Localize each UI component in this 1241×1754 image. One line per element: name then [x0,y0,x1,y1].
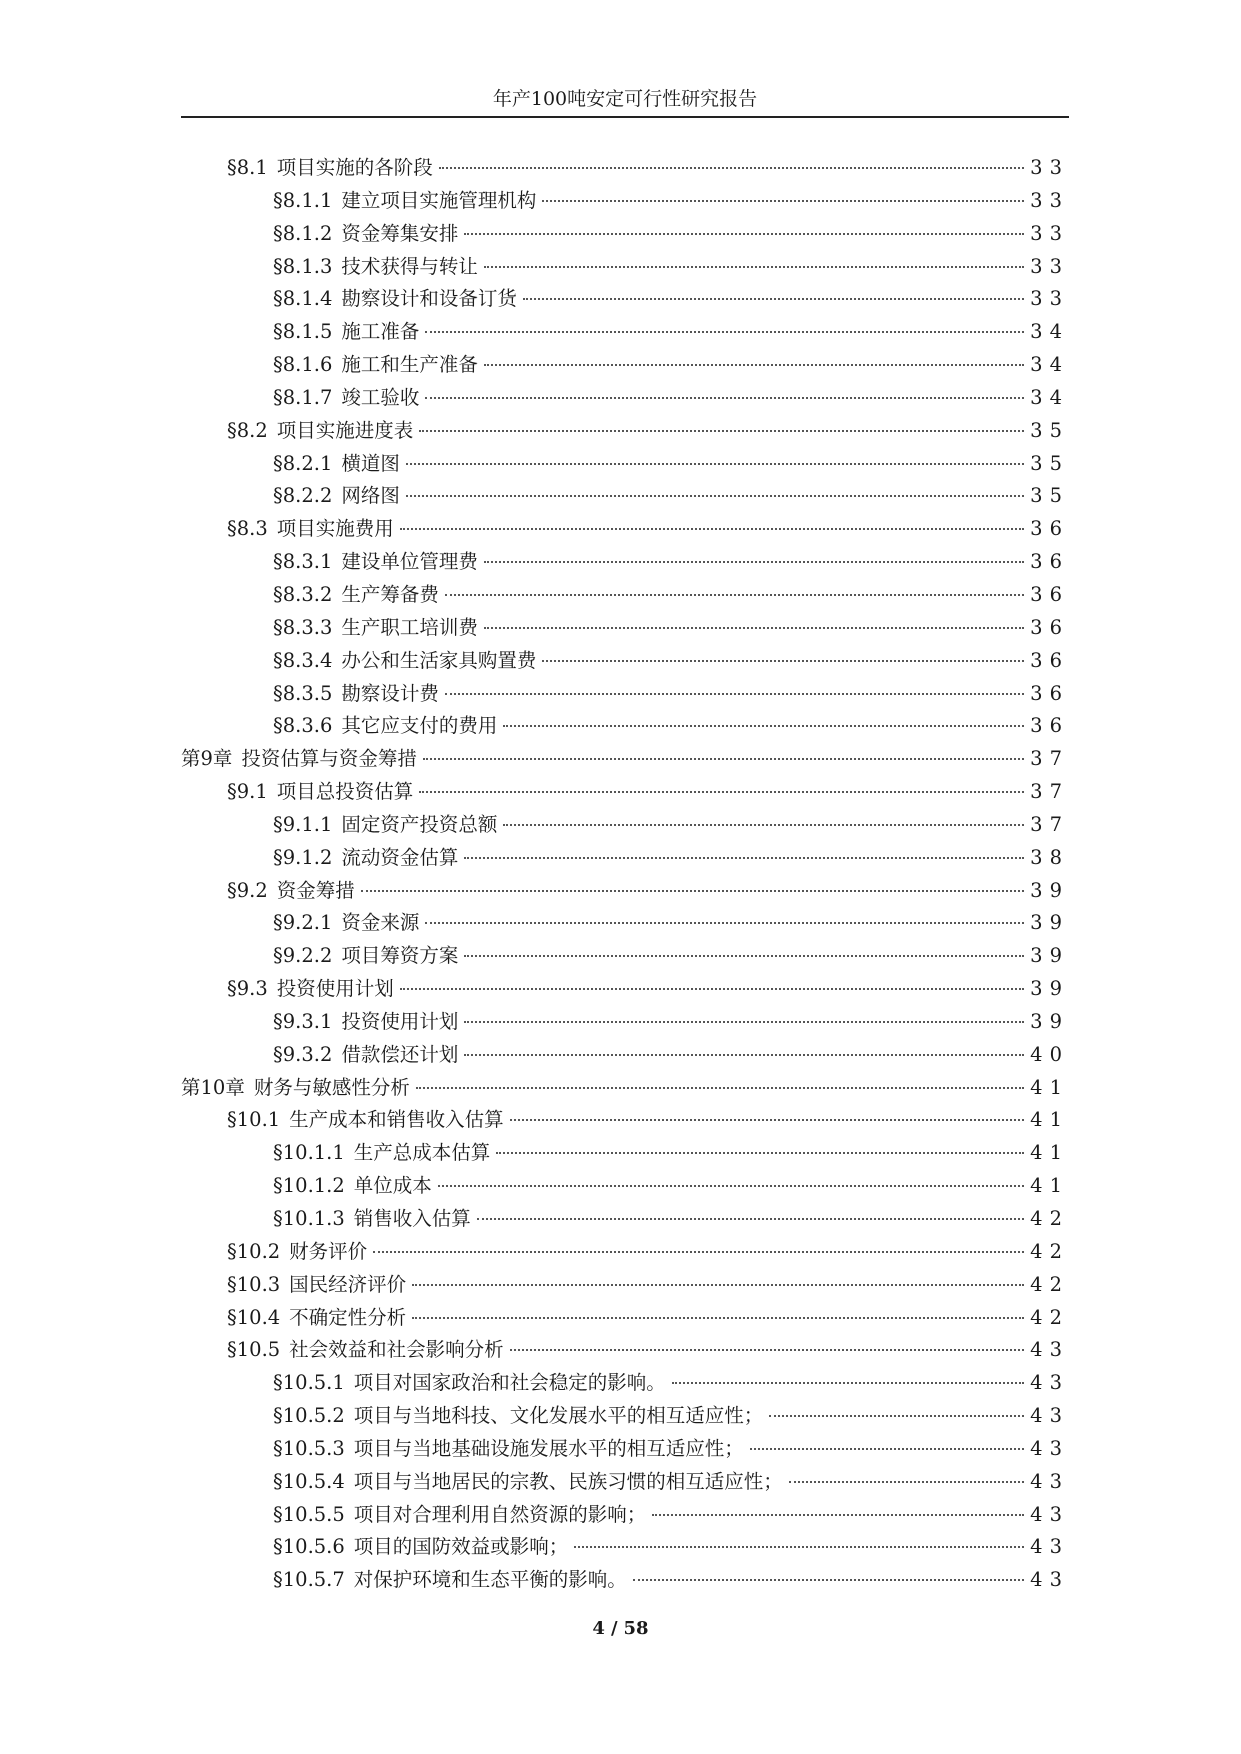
toc-entry[interactable] [181,1302,1069,1335]
toc-entry-title: 建立项目实施管理机构 [341,188,537,212]
toc-dot-leader [400,528,1024,530]
toc-entry[interactable] [181,546,1069,579]
toc-entry-number: §10.5.3 [273,1436,345,1460]
toc-entry-number: §9.3.1 [273,1009,333,1033]
toc-entry-title: 项目的国防效益或影响； [353,1535,569,1559]
toc-entry-title: 销售收入估算 [353,1207,471,1230]
toc-entry[interactable] [181,1236,1069,1269]
toc-entry-page: 33 [1030,188,1069,212]
toc-entry-title: 资金来源 [341,911,420,935]
toc-entry-title: 财务评价 [289,1239,368,1263]
toc-entry-title: 资金筹措 [276,878,355,902]
toc-entry-title: 资金筹集安排 [341,221,459,245]
toc-entry-title: 横道图 [341,451,400,475]
toc-entry-title: 办公和生活家具购置费 [341,648,537,672]
toc-dot-leader [464,233,1024,235]
toc-entry-page: 41 [1030,1108,1069,1132]
toc-entry-number: §10.3 [227,1272,281,1296]
toc-entry-title: 项目实施的各阶段 [276,156,433,179]
toc-dot-leader [542,200,1024,202]
toc-entry-title: 生产筹备费 [341,582,439,606]
toc-entry-page: 33 [1030,254,1069,278]
toc-entry[interactable] [181,415,1069,448]
toc-entry-number: §10.5.5 [273,1502,345,1526]
toc-entry-title: 社会效益和社会影响分析 [289,1338,504,1362]
toc-entry[interactable] [181,579,1069,612]
toc-dot-leader [510,1349,1024,1351]
toc-entry-title: 流动资金估算 [341,845,459,869]
toc-entry-title: 勘察设计费 [341,681,439,705]
toc-entry-number: §10.5.7 [273,1568,345,1592]
header-rule [181,116,1069,118]
toc-entry-title: 项目筹资方案 [341,944,459,968]
toc-entry-title: 单位成本 [353,1174,432,1198]
toc-entry-title: 施工和生产准备 [341,353,478,377]
toc-entry-page: 39 [1030,944,1069,968]
toc-entry-title: 投资使用计划 [341,1009,459,1033]
toc-entry[interactable] [181,1203,1069,1236]
toc-entry-number: §8.3.2 [273,582,333,606]
page-header [181,86,1069,112]
toc-entry-title: 项目对国家政治和社会稳定的影响。 [353,1371,666,1395]
toc-entry-title: 借款偿还计划 [341,1042,459,1066]
toc-entry-page: 36 [1030,615,1069,639]
toc-entry-title: 其它应支付的费用 [341,714,498,738]
toc-entry-number: §8.1.6 [273,353,333,377]
toc-entry-title: 施工准备 [341,320,420,344]
toc-entry-title: 项目与当地居民的宗教、民族习惯的相互适应性； [353,1469,783,1493]
toc-dot-leader [464,1021,1024,1023]
toc-entry-page: 36 [1030,550,1069,574]
document-title: 年产100吨安定可行性研究报告 [492,88,758,110]
toc-entry[interactable] [181,1039,1069,1072]
page-footer [0,1618,1241,1639]
toc-entry-page: 41 [1030,1075,1069,1099]
toc-entry[interactable] [181,1072,1069,1105]
toc-entry[interactable] [181,152,1069,185]
toc-entry-number: §9.2.2 [273,944,333,968]
toc-entry-page: 37 [1030,780,1069,804]
toc-entry-page: 43 [1030,1404,1069,1428]
toc-entry-number: §10.5.4 [273,1469,345,1493]
toc-entry-page: 39 [1030,911,1069,935]
toc-dot-leader [464,1054,1024,1056]
toc-dot-leader [406,495,1024,497]
toc-entry[interactable] [181,907,1069,940]
toc-dot-leader [477,1218,1024,1220]
toc-entry-title: 技术获得与转让 [341,254,478,278]
toc-entry-page: 41 [1030,1174,1069,1198]
toc-dot-leader [789,1481,1024,1483]
toc-entry-number: §8.1.5 [273,320,333,344]
toc-entry-number: §8.3 [227,517,268,541]
toc-entry-page: 39 [1030,1009,1069,1033]
toc-dot-leader [412,1284,1024,1286]
toc-entry[interactable] [181,973,1069,1006]
toc-entry-page: 42 [1030,1272,1069,1296]
current-page-number: 4 [592,1618,605,1639]
toc-entry-number: §10.5.1 [273,1371,345,1395]
toc-entry[interactable] [181,809,1069,842]
toc-entry-number: §8.3.5 [273,681,333,705]
toc-entry[interactable] [181,1433,1069,1466]
toc-entry-title: 项目与当地基础设施发展水平的相互适应性； [353,1436,744,1460]
toc-dot-leader [464,955,1024,957]
toc-entry[interactable] [181,185,1069,218]
toc-entry-title: 投资使用计划 [276,977,394,1001]
toc-entry-page: 42 [1030,1207,1069,1230]
toc-entry-number: §8.1.4 [273,287,333,311]
toc-dot-leader [750,1448,1024,1450]
toc-dot-leader [484,627,1024,629]
toc-entry-number: §10.1 [227,1108,281,1132]
toc-dot-leader [445,594,1024,596]
toc-entry[interactable] [181,1367,1069,1400]
toc-entry-number: §8.3.1 [273,550,333,574]
toc-dot-leader [419,430,1024,432]
toc-entry-page: 38 [1030,845,1069,869]
toc-entry-page: 33 [1030,287,1069,311]
toc-entry-number: §10.5.6 [273,1535,345,1559]
toc-entry-page: 43 [1030,1371,1069,1395]
toc-dot-leader [425,922,1024,924]
toc-dot-leader [542,660,1024,662]
toc-entry-number: §10.4 [227,1305,281,1329]
toc-entry[interactable] [181,1564,1069,1597]
toc-entry-number: §9.1.2 [273,845,333,869]
toc-entry-title: 不确定性分析 [289,1305,407,1329]
toc-entry[interactable] [181,513,1069,546]
toc-dot-leader [423,758,1024,760]
toc-entry-title: 勘察设计和设备订货 [341,287,517,311]
toc-entry-number: §9.2 [227,878,268,902]
toc-entry[interactable] [181,1334,1069,1367]
toc-entry-title: 建设单位管理费 [341,550,478,574]
toc-entry-page: 37 [1030,747,1069,771]
toc-entry-page: 43 [1030,1502,1069,1526]
toc-entry-page: 36 [1030,517,1069,541]
toc-entry-page: 36 [1030,648,1069,672]
toc-entry-page: 34 [1030,385,1069,409]
toc-entry-number: §9.2.1 [273,911,333,935]
toc-dot-leader [510,1119,1024,1121]
toc-dot-leader [484,561,1024,563]
toc-entry-title: 项目对合理利用自然资源的影响； [353,1502,647,1526]
toc-entry[interactable] [181,448,1069,481]
toc-entry[interactable] [181,645,1069,678]
toc-entry-number: §10.1.3 [273,1207,345,1230]
toc-entry-page: 35 [1030,418,1069,442]
toc-entry[interactable] [181,678,1069,711]
toc-dot-leader [416,1087,1024,1089]
toc-entry-page: 43 [1030,1338,1069,1362]
toc-dot-leader [361,890,1024,892]
toc-entry-page: 33 [1030,156,1069,179]
toc-dot-leader [464,857,1024,859]
toc-dot-leader [769,1415,1024,1417]
toc-entry-number: §10.2 [227,1239,281,1263]
toc-entry-number: §9.3 [227,977,268,1001]
toc-dot-leader [523,298,1024,300]
toc-entry-title: 项目与当地科技、文化发展水平的相互适应性； [353,1404,764,1428]
toc-entry-number: 第10章 [181,1075,245,1099]
toc-entry[interactable] [181,349,1069,382]
toc-entry[interactable] [181,218,1069,251]
toc-entry-number: §8.3.6 [273,714,333,738]
toc-entry-number: §8.1.1 [273,188,333,212]
toc-entry-title: 网络图 [341,484,400,508]
toc-entry-page: 40 [1030,1042,1069,1066]
toc-dot-leader [400,988,1024,990]
toc-dot-leader [652,1514,1024,1516]
toc-entry-title: 财务与敏感性分析 [253,1075,410,1099]
toc-entry-title: 生产职工培训费 [341,615,478,639]
toc-entry[interactable] [181,480,1069,513]
toc-entry[interactable] [181,1269,1069,1302]
toc-entry[interactable] [181,1137,1069,1170]
toc-entry-number: §8.2 [227,418,268,442]
page-separator: / [610,1618,618,1639]
toc-entry[interactable] [181,612,1069,645]
toc-entry[interactable] [181,743,1069,776]
toc-entry[interactable] [181,251,1069,284]
toc-entry-page: 36 [1030,681,1069,705]
toc-entry[interactable] [181,1466,1069,1499]
toc-entry-number: §8.3.4 [273,648,333,672]
toc-entry-number: §10.5 [227,1338,281,1362]
toc-entry-number: §8.1.3 [273,254,333,278]
toc-entry-page: 33 [1030,221,1069,245]
toc-dot-leader [425,397,1024,399]
toc-entry-page: 42 [1030,1239,1069,1263]
toc-dot-leader [438,1185,1024,1187]
toc-entry[interactable] [181,1170,1069,1203]
toc-entry-number: §8.2.1 [273,451,333,475]
toc-entry[interactable] [181,842,1069,875]
toc-dot-leader [419,791,1024,793]
toc-entry-page: 43 [1030,1469,1069,1493]
toc-dot-leader [412,1317,1024,1319]
toc-entry-number: 第9章 [181,747,233,771]
toc-dot-leader [503,824,1024,826]
toc-entry-page: 34 [1030,320,1069,344]
toc-dot-leader [672,1382,1024,1384]
toc-entry[interactable] [181,1104,1069,1137]
toc-entry-number: §10.1.1 [273,1141,345,1165]
toc-entry[interactable] [181,776,1069,809]
toc-entry-page: 42 [1030,1305,1069,1329]
toc-entry-title: 固定资产投资总额 [341,812,498,836]
toc-entry[interactable] [181,1531,1069,1564]
toc-entry-number: §9.1.1 [273,812,333,836]
toc-entry-number: §8.1.7 [273,385,333,409]
toc-entry-title: 项目实施进度表 [276,418,414,442]
toc-entry-number: §8.1.2 [273,221,333,245]
toc-entry-number: §10.5.2 [273,1404,345,1428]
toc-dot-leader [496,1152,1024,1154]
toc-dot-leader [425,331,1024,333]
toc-entry-title: 国民经济评价 [289,1272,407,1296]
toc-entry-number: §10.1.2 [273,1174,345,1198]
toc-entry[interactable] [181,1400,1069,1433]
toc-entry-page: 35 [1030,451,1069,475]
toc-dot-leader [439,167,1024,169]
toc-entry[interactable] [181,1499,1069,1532]
toc-entry-page: 36 [1030,714,1069,738]
toc-dot-leader [484,364,1024,366]
toc-entry[interactable] [181,1006,1069,1039]
toc-dot-leader [633,1579,1024,1581]
toc-dot-leader [406,463,1024,465]
toc-dot-leader [373,1251,1024,1253]
toc-dot-leader [503,725,1024,727]
toc-entry-page: 35 [1030,484,1069,508]
toc-entry[interactable] [181,875,1069,908]
toc-entry-title: 竣工验收 [341,385,420,409]
toc-entry-title: 生产总成本估算 [353,1141,491,1165]
toc-entry-title: 对保护环境和生态平衡的影响。 [353,1568,627,1592]
toc-entry-page: 39 [1030,878,1069,902]
toc-entry[interactable] [181,316,1069,349]
toc-dot-leader [574,1546,1024,1548]
toc-entry-page: 41 [1030,1141,1069,1165]
toc-entry[interactable] [181,382,1069,415]
toc-entry[interactable] [181,710,1069,743]
toc-entry-page: 39 [1030,977,1069,1001]
toc-entry-page: 37 [1030,812,1069,836]
toc-dot-leader [445,693,1024,695]
toc-entry-page: 34 [1030,353,1069,377]
toc-dot-leader [484,266,1024,268]
toc-entry-page: 43 [1030,1436,1069,1460]
toc-entry-number: §8.3.3 [273,615,333,639]
toc-entry[interactable] [181,940,1069,973]
table-of-contents [181,152,1069,1597]
toc-entry-page: 43 [1030,1568,1069,1592]
toc-entry[interactable] [181,283,1069,316]
toc-entry-page: 43 [1030,1535,1069,1559]
toc-entry-number: §8.2.2 [273,484,333,508]
toc-entry-title: 生产成本和销售收入估算 [289,1108,504,1132]
toc-entry-title: 项目总投资估算 [276,780,414,804]
total-pages: 58 [623,1618,649,1639]
toc-entry-page: 36 [1030,582,1069,606]
toc-entry-number: §9.1 [227,780,268,804]
toc-entry-title: 投资估算与资金筹措 [241,747,417,771]
toc-entry-number: §9.3.2 [273,1042,333,1066]
toc-entry-number: §8.1 [227,156,268,179]
toc-entry-title: 项目实施费用 [276,517,394,541]
